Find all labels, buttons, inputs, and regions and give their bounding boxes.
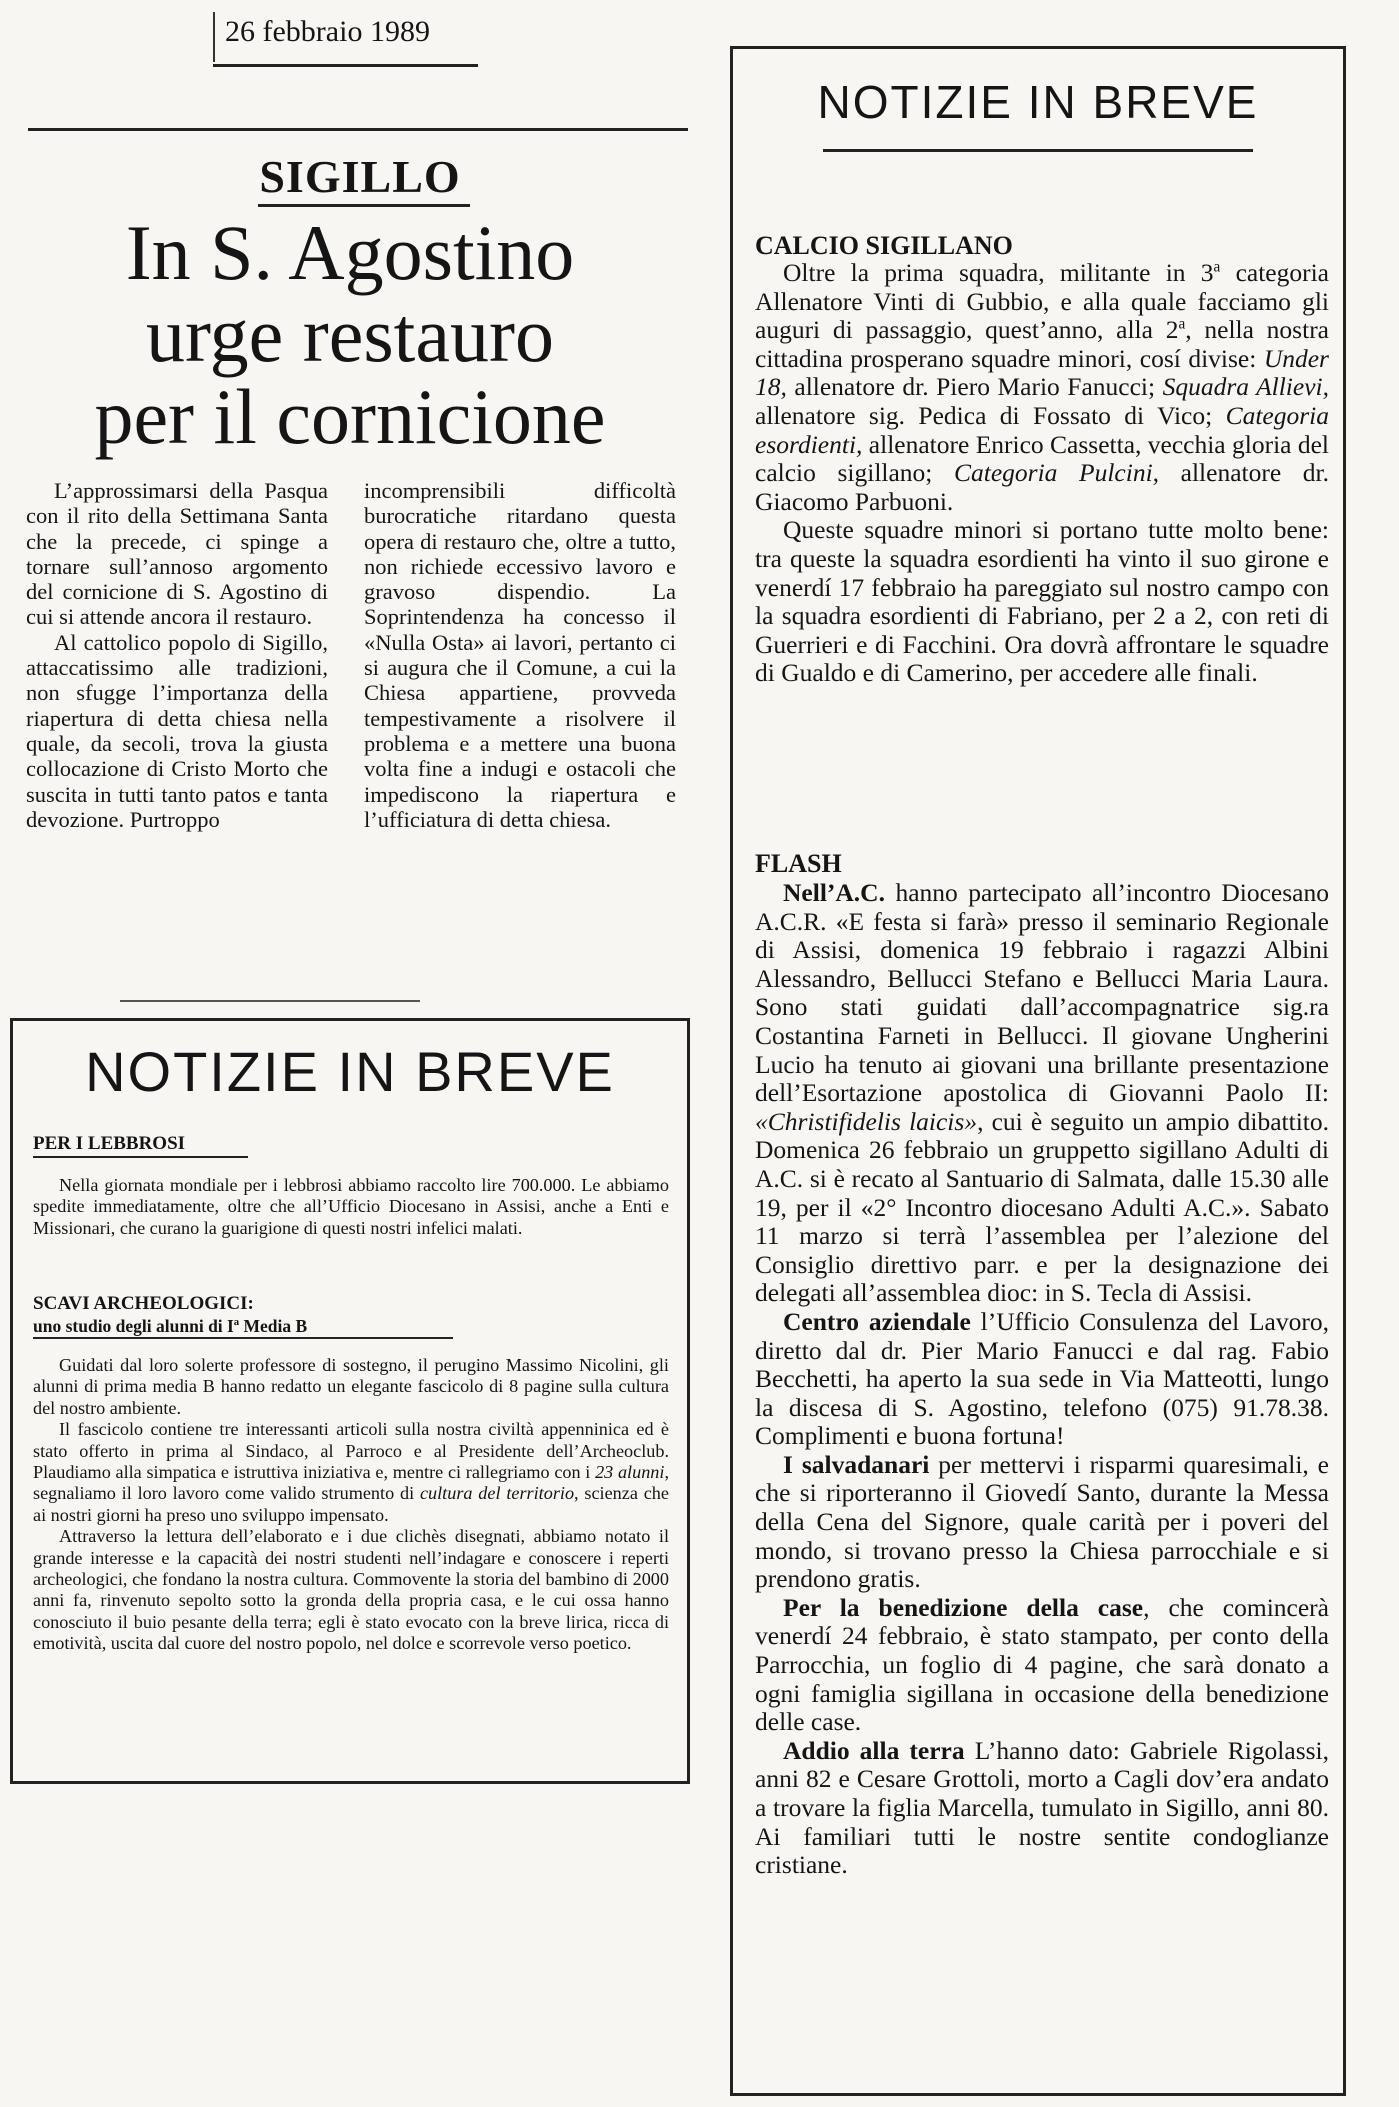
text-run: , nella nostra cittadina prosperano squadre minori, cosí divise: <box>755 315 1330 373</box>
text-run: allenatore dr. Piero Mario Fanucci; <box>786 372 1163 402</box>
text-run: , segnaliamo il loro lavoro come valido strumento di <box>33 1462 669 1504</box>
headline-line-1: In S. Agostino <box>125 209 575 296</box>
superscript: a <box>1178 315 1186 333</box>
news-paragraph <box>755 1451 1329 1594</box>
article-paragraph: incomprensibili difficoltà burocratiche ritardano questa opera di restauro che, oltre a tutto, non richiede eccessivo lavoro e gravoso dispendio. La Soprintendenza ha concesso il «Nulla Osta» ai lavori, pertanto ci si augura che il Comune, a cui la Chiesa appartiene, provveda tempestivamente a risolvere il problema e a mettere una buona volta fine a indugi e ostacoli che impediscono la riapertura e l’ufficiatura di detta chiesa. <box>364 478 676 832</box>
headline-line-2: urge restauro <box>146 291 554 378</box>
lebbrosi-heading: PER I LEBBROSI <box>33 1133 186 1154</box>
text-run: categoria Allenatore Vinti di Gubbio, e alla quale facciamo gli auguri di passaggio, quest’anno, alla 2 <box>755 258 1330 345</box>
text-run: , scienza che ai nostri giorni ha preso uno sviluppo impensato. <box>33 1483 669 1525</box>
italic-run: Squadra Allievi, <box>1162 372 1329 402</box>
headline-line-3: per il cornicione <box>94 373 606 460</box>
text-run: allenatore sig. Pedica di Fossato di Vico; <box>755 400 1226 430</box>
news-paragraph <box>755 1594 1329 1737</box>
article-column-2 <box>364 478 676 832</box>
news-paragraph: Attraverso la lettura dell’elaborato e i due clichès disegnati, abbiamo notato il grande interesse e la capacità dei nostri studenti nell’indagare e conoscere i reperti archeologici, che fondano la nostra cultura. Commovente la storia del bambino di 2000 anni fa, rinvenuto sepolto sotto la gronda della propria casa, e le cui ossa hanno conosciuto il buio pesante della terra; egli è stato evocato con la breve lirica, ricca di emotività, uscita dal cuore del nostro popolo, nel dolce e scorrevole verso poetico. <box>33 1526 669 1654</box>
article-paragraph: L’approssimarsi della Pasqua con il rito della Settimana Santa che la precede, ci spinge a tornare sull’annoso argomento del cornicione di S. Agostino di cui si attende ancora il restauro. <box>26 478 328 630</box>
italic-run: Categoria esordienti, <box>755 400 1329 459</box>
article-column-1 <box>26 478 328 832</box>
italic-run: Categoria Pulcini, <box>954 458 1160 488</box>
news-paragraph <box>33 1419 669 1526</box>
article-paragraph: Al cattolico popolo di Sigillo, attaccatissimo alle tradizioni, non sfugge l’importanza della riapertura di detta chiesa nella quale, da secoli, trova la giusta collocazione di Cristo Morto che suscita in tutti tanto patos e tanta devozione. Purtroppo <box>26 629 328 832</box>
scavi-body <box>33 1355 669 1655</box>
lebbrosi-body <box>33 1175 669 1239</box>
news-box-left <box>10 1018 690 1784</box>
text-run: allenatore dr. Giacomo Parbuoni. <box>755 458 1329 516</box>
text-run: allenatore Enrico Cassetta, vecchia gloria del calcio sigillano; <box>755 429 1330 488</box>
superscript: a <box>1213 258 1221 276</box>
lead-run: Nell’A.C. <box>783 878 885 907</box>
text-run: , cui è seguito un ampio dibattito. Domenica 26 febbraio un gruppetto sigillano Adulti di A.C. si è recato al Santuario di Salmata, dalle 15.30 alle 19, per il «2° Incontro diocesano Adulti A.C.». Sabato 11 marzo si terrà l’assemblea per l’alezione del Consiglio direttivo parr. e per la designazione dei delegati all’assemblea dioc: in S. Tecla di Assisi. <box>755 1106 1329 1308</box>
kicker-rule <box>258 204 470 207</box>
news-box-title: NOTIZIE IN BREVE <box>817 76 1259 128</box>
news-box-title: NOTIZIE IN BREVE <box>85 1040 615 1103</box>
text-run: hanno partecipato all’incontro Diocesano A.C.R. «E festa si farà» presso il seminario Regionale di Assisi, domenica 19 febbraio i ragazzi Albini Alessandro, Bellucci Stefano e Bellucci Maria Laura. Sono stati guidati dall’accompagnatrice sig.ra Costantina Farneti in Bellucci. Il giovane Ungherini Lucio ha tenuto ai giovani una brillante presentazione dell’Esortazione apostolica di Giovanni Paolo II: <box>755 878 1329 1108</box>
text-run: per mettervi i risparmi quaresimali, e che si riporteranno il Giovedí Santo, durante la Messa della Cena del Signore, quale carità per i poveri del mondo, si trovano presso la Chiesa parrocchiale e si prendono gratis. <box>755 1449 1329 1594</box>
news-paragraph: Guidati dal loro solerte professore di sostegno, il perugino Massimo Nicolini, gli alunni di prima media B hanno redatto un elegante fascicolo di 8 pagine sulla cultura del nostro ambiente. <box>33 1355 669 1418</box>
text-run: L’hanno dato: Gabriele Rigolassi, anni 82 e Cesare Grottoli, morto a Cagli dov’era andato a trovare la figlia Marcella, tumulato in Sigillo, anni 80. Ai familiari tutti le nostre sentite condoglianze cristiane. <box>755 1735 1330 1880</box>
calcio-heading: CALCIO SIGILLANO <box>755 231 1013 260</box>
italic-run: cultura del territorio <box>419 1483 575 1504</box>
separator-rule <box>120 1000 420 1002</box>
heading-rule <box>33 1156 248 1158</box>
lead-run: Addio alla terra <box>783 1735 965 1765</box>
news-box-right <box>730 46 1346 2096</box>
lead-run: I salvadanari <box>783 1449 930 1479</box>
text-run: Oltre la prima squadra, militante in 3 <box>783 258 1214 287</box>
text-run: l’Ufficio Consulenza del Lavoro, diretto dal dr. Pier Mario Fanucci e dal rag. Fabio Becchetti, ha aperto la sua sede in Via Matteotti, lungo la discesa di S. Agostino, telefono (075) 91.78.38. Complimenti e buona fortuna! <box>755 1306 1329 1451</box>
scavi-heading: SCAVI ARCHEOLOGICI: <box>33 1293 254 1314</box>
heading-rule <box>33 1337 453 1339</box>
news-paragraph: Nella giornata mondiale per i lebbrosi abbiamo raccolto lire 700.000. Le abbiamo spedite immediatamente, oltre che all’Ufficio Diocesano in Assisi, anche a Enti e Missionari, che curano la guarigione di questi nostri infelici malati. <box>33 1175 669 1238</box>
lead-run: Centro aziendale <box>783 1306 971 1336</box>
top-rule <box>28 128 688 131</box>
text-run: , che comincerà venerdí 24 febbraio, è stato stampato, per conto della Parrocchia, un foglio di 4 pagine, che sarà donato a ogni famiglia sigillana in occasione della benedizione delle case. <box>755 1592 1329 1737</box>
italic-run: 23 alunni <box>595 1462 665 1483</box>
calcio-body <box>755 259 1329 688</box>
flash-heading: FLASH <box>755 849 842 878</box>
issue-date: 26 febbraio 1989 <box>213 12 430 62</box>
title-rule <box>823 149 1253 152</box>
date-rule <box>213 64 478 67</box>
scavi-subheading: uno studio degli alunni di Iª Media B <box>33 1316 308 1336</box>
text-run: Il fascicolo contiene tre interessanti articoli sulla nostra civiltà appenninica ed è stato offerto in prima al Sindaco, al Parroco e al Presidente dell’Archeoclub. Plaudiamo alla simpatica e istruttiva iniziativa e, mentre ci rallegriamo con i <box>33 1419 669 1483</box>
news-paragraph <box>755 259 1329 516</box>
news-paragraph <box>755 1308 1329 1451</box>
italic-run: «Christifidelis laicis» <box>755 1106 978 1136</box>
news-paragraph <box>755 879 1329 1308</box>
news-paragraph <box>755 1737 1329 1880</box>
lead-run: Per la benedizione della case <box>783 1592 1144 1622</box>
flash-body <box>755 879 1329 1880</box>
section-kicker: SIGILLO <box>259 151 461 202</box>
italic-run: Under 18, <box>755 343 1329 402</box>
headline <box>0 209 700 460</box>
news-paragraph: Queste squadre minori si portano tutte molto bene: tra queste la squadra esordienti ha vinto il suo girone e venerdí 17 febbraio ha pareggiato sul nostro campo con la squadra esordienti di Fabriano, per 2 a 2, con reti di Guerrieri e di Facchini. Ora dovrà affrontare le squadre di Gualdo e di Camerino, per accedere alle finali. <box>755 515 1329 688</box>
